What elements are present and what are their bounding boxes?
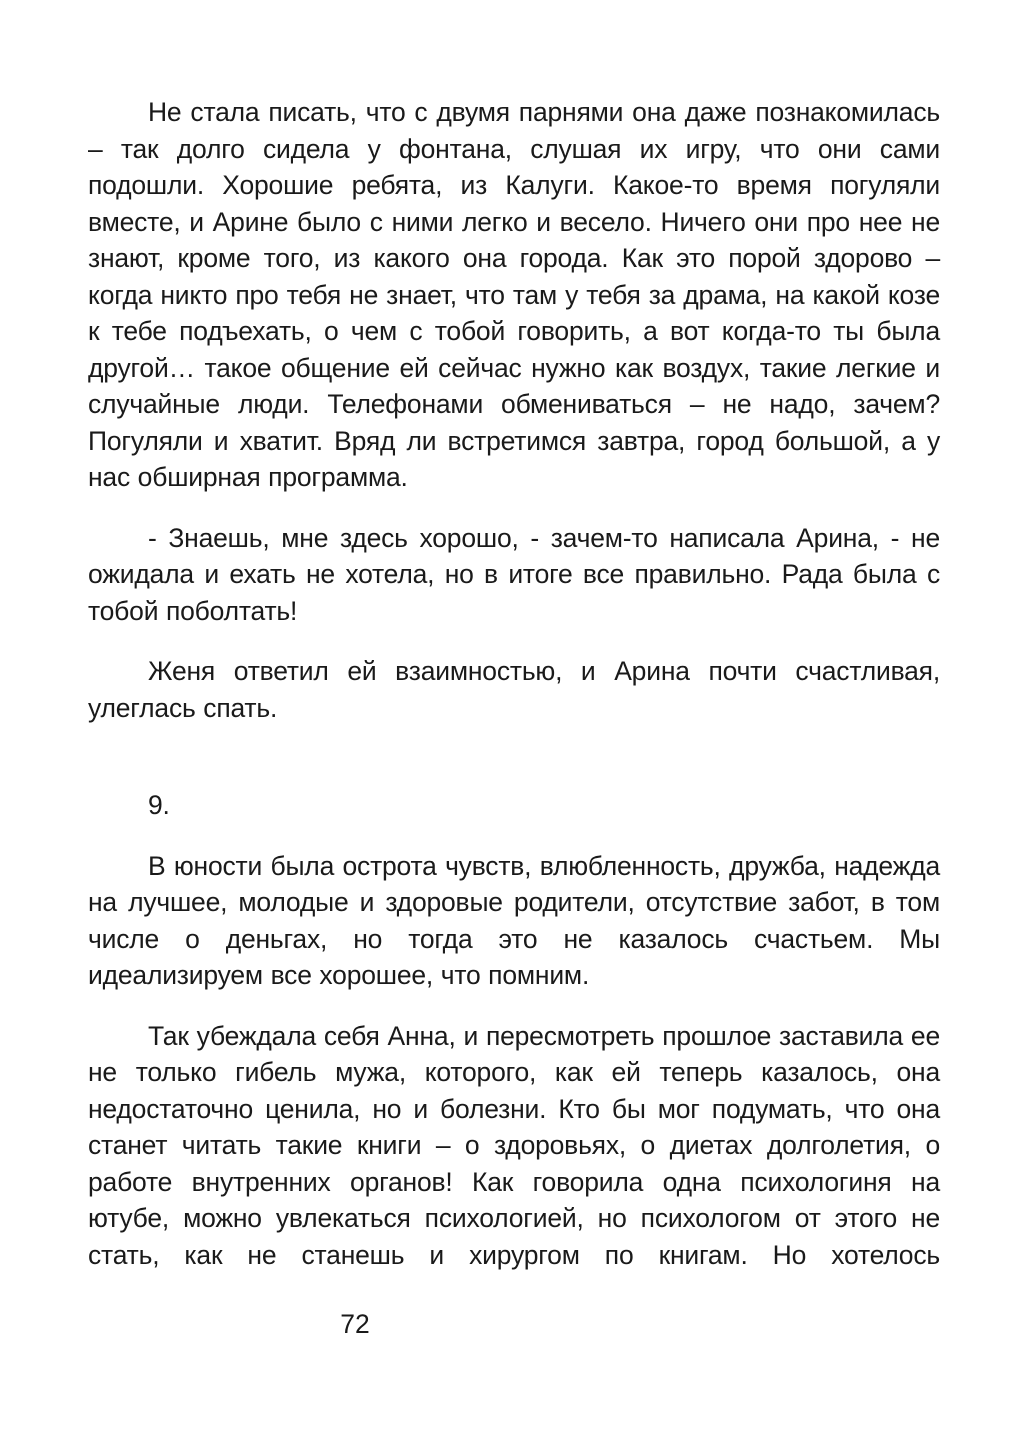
page-number: 72 <box>340 1309 370 1339</box>
paragraph: Не стала писать, что с двумя парнями она даже познакомилась – так долго сидела у фонтана, слушая их игру, что они сами подошли. Хорошие ребята, из Калуги. Какое-то время погуляли вместе, и Арине было с ними легко и весело. Ничего они про нее не знают, кроме того, из какого она города. Как это порой здорово – когда никто про тебя не знает, что там у тебя за драма, на какой козе к тебе подъехать, о чем с тобой говорить, а вот когда-то ты была другой… такое общение ей сейчас нужно как воздух, такие легкие и случайные люди. Телефонами обмениваться – не надо, зачем? Погуляли и хватит. Вряд ли встретимся завтра, город большой, а у нас обширная программа. <box>88 97 940 492</box>
paragraph: В юности была острота чувств, влюбленность, дружба, надежда на лучшее, молодые и здоровые родители, отсутствие забот, в том числе о деньгах, но тогда это не казалось счастьем. Мы идеализируем все хорошее, что помним. <box>88 850 940 990</box>
paragraph-dialogue: - Знаешь, мне здесь хорошо, - зачем-то написала Арина, - не ожидала и ехать не хотела, но в итоге все правильно. Рада была с тобой поболтать! <box>88 522 940 626</box>
paragraph: Так убеждала себя Анна, и пересмотреть прошлое заставила ее не только гибель мужа, которого, как ей теперь казалось, она недостаточно ценила, но и болезни. Кто бы мог подумать, что она станет читать такие книги – о здоровьях, о диетах долголетия, о работе внутренних органов! Как говорила одна психологиня на ютубе, можно увлекаться психологией, но психологом от этого не стать, как не станешь и хирургом по книгам. Но хотелось <box>88 1020 940 1270</box>
section-heading: 9. <box>148 790 170 820</box>
paragraph: Женя ответил ей взаимностью, и Арина почти счастливая, улеглась спать. <box>88 656 940 723</box>
